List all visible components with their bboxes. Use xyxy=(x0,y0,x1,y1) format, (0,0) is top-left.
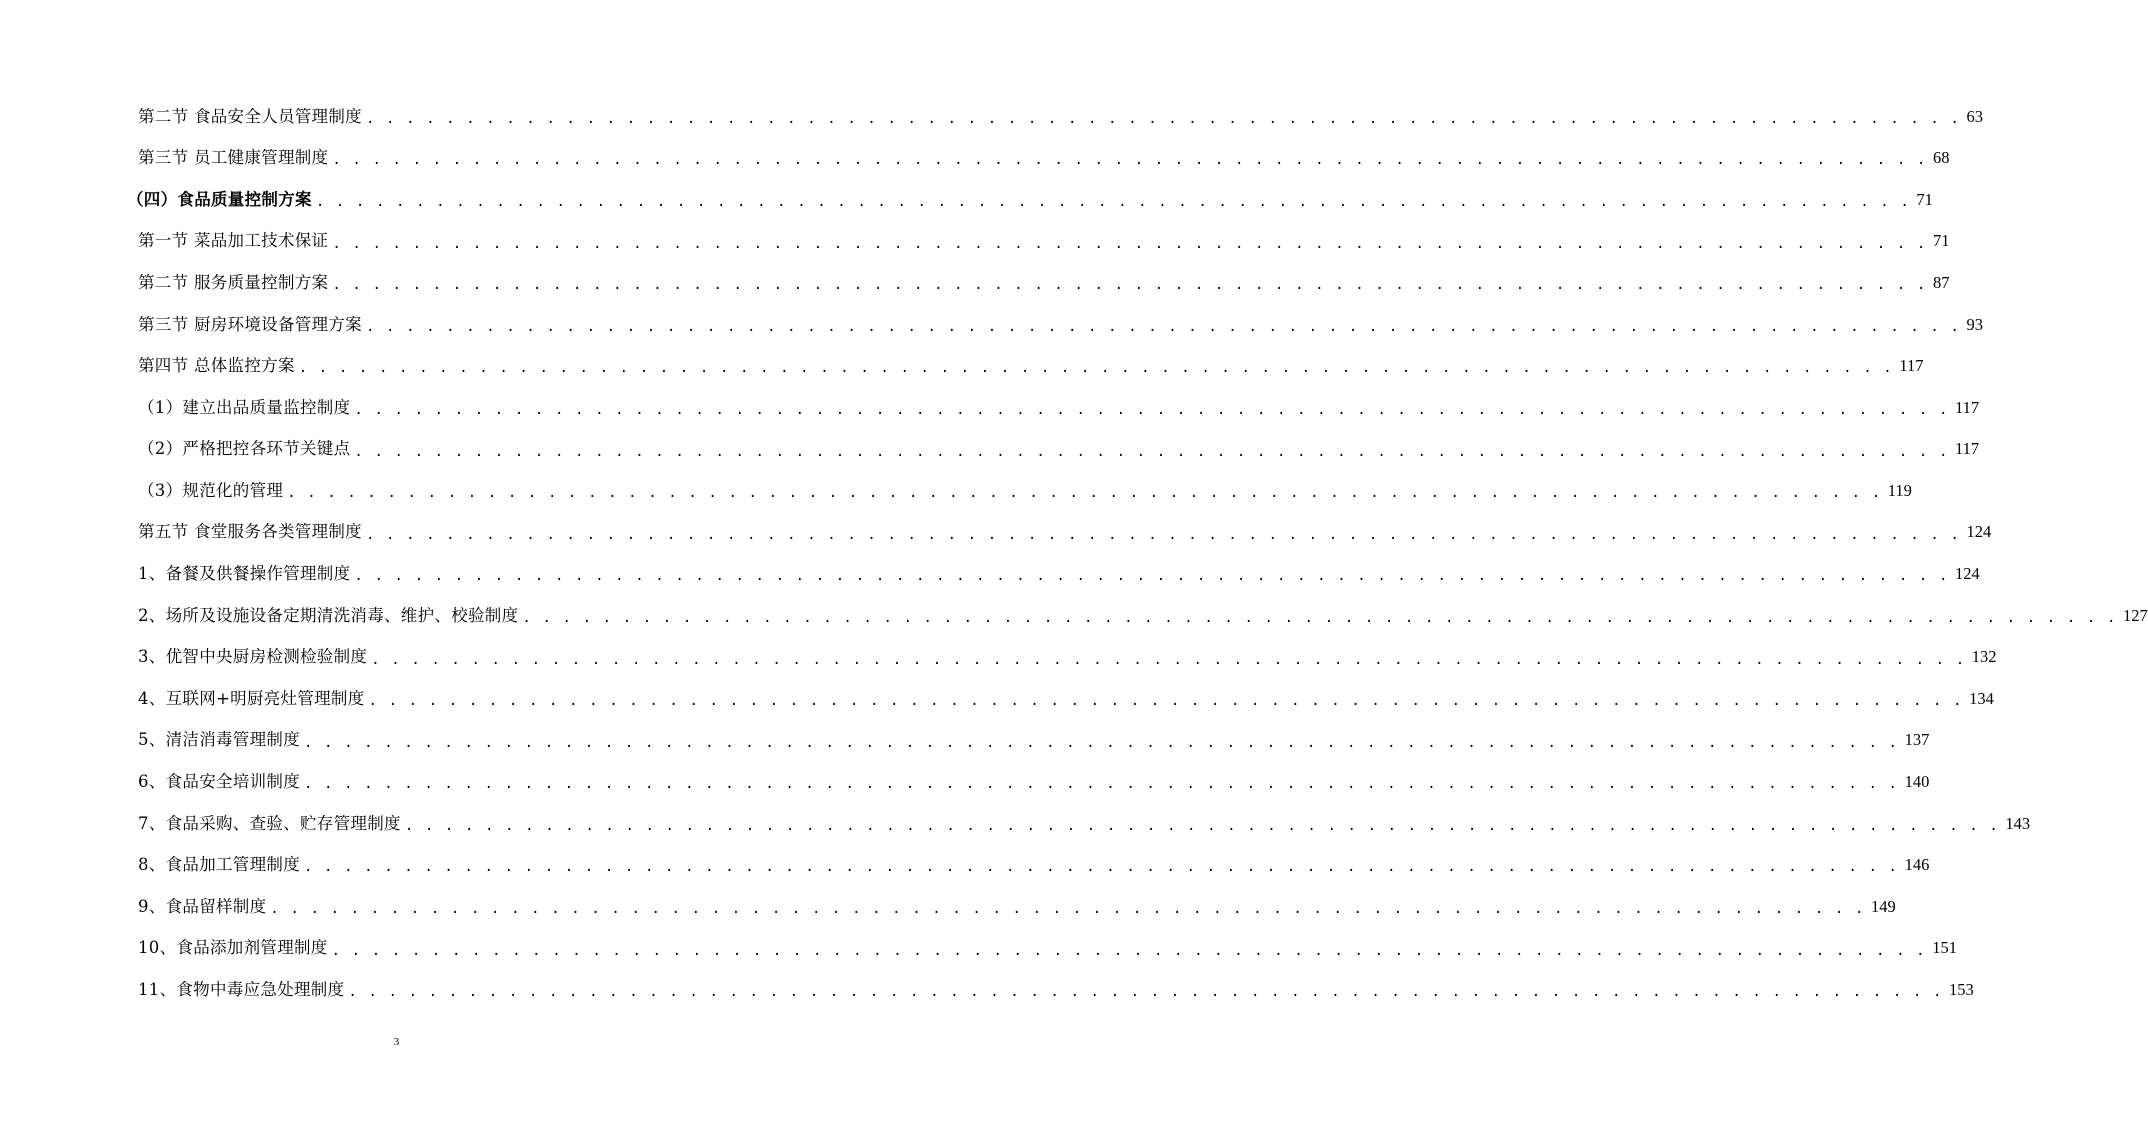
toc-dot-leader: . . . . . . . . . . . . . . . . . . . . . . . . . . . . . . . . . . . . . . . . . . . . . . . . . . . . . . . . . . . . . . . . . . . . . . . . . . . . . . . . xyxy=(270,901,1865,918)
toc-entry-title: （3）规范化的管理 xyxy=(138,480,284,500)
toc-entry[interactable] xyxy=(0,138,1950,180)
toc-dot-leader: . . . . . . . . . . . . . . . . . . . . . . . . . . . . . . . . . . . . . . . . . . . . . . . . . . . . . . . . . . . . . . . . . . . . . . . . . . . . . . . . xyxy=(332,277,1927,294)
toc-entry-title: 7、食品采购、查验、贮存管理制度 xyxy=(138,813,401,833)
toc-entry-page: 117 xyxy=(1954,439,1980,459)
toc-entry-title: 1、备餐及供餐操作管理制度 xyxy=(138,564,351,584)
toc-entry[interactable] xyxy=(0,554,1980,596)
toc-entry-page: 146 xyxy=(1904,855,1930,875)
toc-entry[interactable] xyxy=(0,304,1984,346)
toc-entry-title: 9、食品留样制度 xyxy=(138,896,267,916)
toc-entry[interactable] xyxy=(0,678,1994,720)
toc-entry-title: 3、优智中央厨房检测检验制度 xyxy=(138,647,368,667)
toc-dot-leader: . . . . . . . . . . . . . . . . . . . . . . . . . . . . . . . . . . . . . . . . . . . . . . . . . . . . . . . . . . . . . . . . . . . . . . . . . . . . . . . . xyxy=(354,401,1949,418)
toc-dot-leader: . . . . . . . . . . . . . . . . . . . . . . . . . . . . . . . . . . . . . . . . . . . . . . . . . . . . . . . . . . . . . . . . . . . . . . . . . . . . . . . . xyxy=(332,235,1927,252)
toc-entry[interactable] xyxy=(0,595,2148,637)
toc-dot-leader: . . . . . . . . . . . . . . . . . . . . . . . . . . . . . . . . . . . . . . . . . . . . . . . . . . . . . . . . . . . . . . . . . . . . . . . . . . . . . . . . xyxy=(365,526,1961,543)
toc-dot-leader: . . . . . . . . . . . . . . . . . . . . . . . . . . . . . . . . . . . . . . . . . . . . . . . . . . . . . . . . . . . . . . . . . . . . . . . . . . . . . . . . xyxy=(368,693,1964,710)
toc-dot-leader: . . . . . . . . . . . . . . . . . . . . . . . . . . . . . . . . . . . . . . . . . . . . . . . . . . . . . . . . . . . . . . . . . . . . . . . . . . . . . . . . xyxy=(522,609,2117,626)
toc-entry-page: 137 xyxy=(1904,730,1930,750)
toc-entry[interactable] xyxy=(0,845,1930,887)
toc-entry-title: （四）食品质量控制方案 xyxy=(127,189,312,209)
toc-dot-leader: . . . . . . . . . . . . . . . . . . . . . . . . . . . . . . . . . . . . . . . . . . . . . . . . . . . . . . . . . . . . . . . . . . . . . . . . . . . . . . . . xyxy=(348,984,1943,1001)
toc-entry[interactable] xyxy=(0,637,1997,679)
toc-dot-leader: . . . . . . . . . . . . . . . . . . . . . . . . . . . . . . . . . . . . . . . . . . . . . . . . . . . . . . . . . . . . . . . . . . . . . . . . . . . . . . . . xyxy=(298,360,1894,377)
toc-entry-title: 8、食品加工管理制度 xyxy=(138,855,300,875)
toc-entry-page: 119 xyxy=(1887,480,1912,500)
toc-entry-page: 132 xyxy=(1971,647,1997,667)
toc-entry-page: 71 xyxy=(1916,189,1933,209)
toc-entry-title: 10、食品添加剂管理制度 xyxy=(138,938,328,958)
toc-entry[interactable] xyxy=(0,886,1896,928)
toc-entry-page: 153 xyxy=(1948,980,1974,1000)
toc-dot-leader: . . . . . . . . . . . . . . . . . . . . . . . . . . . . . . . . . . . . . . . . . . . . . . . . . . . . . . . . . . . . . . . . . . . . . . . . . . . . . . . . xyxy=(332,152,1927,169)
toc-dot-leader: . . . . . . . . . . . . . . . . . . . . . . . . . . . . . . . . . . . . . . . . . . . . . . . . . . . . . . . . . . . . . . . . . . . . . . . . . . . . . . . . xyxy=(315,193,1911,210)
toc-entry-title: 2、场所及设施设备定期清洗消毒、维护、校验制度 xyxy=(138,605,519,625)
toc-entry-title: 4、互联网+明厨亮灶管理制度 xyxy=(138,688,365,708)
toc-entry[interactable] xyxy=(0,179,1933,221)
toc-entry-title: 6、食品安全培训制度 xyxy=(138,772,300,792)
toc-entry[interactable] xyxy=(0,262,1950,304)
toc-entry-page: 124 xyxy=(1966,522,1992,542)
toc-entry[interactable] xyxy=(0,96,1984,138)
toc-entry-title: 第二节 服务质量控制方案 xyxy=(138,272,329,292)
toc-entry-page: 87 xyxy=(1932,272,1950,292)
toc-entry-page: 117 xyxy=(1899,356,1924,376)
toc-dot-leader: . . . . . . . . . . . . . . . . . . . . . . . . . . . . . . . . . . . . . . . . . . . . . . . . . . . . . . . . . . . . . . . . . . . . . . . . . . . . . . . . xyxy=(354,568,1949,585)
page-number: 3 xyxy=(393,1036,400,1048)
toc-entry[interactable] xyxy=(0,387,1980,429)
toc-entry[interactable] xyxy=(0,969,1974,1011)
toc-entry-page: 63 xyxy=(1966,106,1984,126)
toc-dot-leader: . . . . . . . . . . . . . . . . . . . . . . . . . . . . . . . . . . . . . . . . . . . . . . . . . . . . . . . . . . . . . . . . . . . . . . . . . . . . . . . . xyxy=(331,942,1927,959)
toc-entry-page: 93 xyxy=(1966,314,1984,334)
toc-entry-page: 149 xyxy=(1870,896,1896,916)
toc-entry-title: 第一节 菜品加工技术保证 xyxy=(138,231,329,251)
toc-entry-title: 11、食物中毒应急处理制度 xyxy=(138,980,345,1000)
toc-entry-title: 第五节 食堂服务各类管理制度 xyxy=(138,522,362,542)
toc-dot-leader: . . . . . . . . . . . . . . . . . . . . . . . . . . . . . . . . . . . . . . . . . . . . . . . . . . . . . . . . . . . . . . . . . . . . . . . . . . . . . . . . xyxy=(304,734,1899,751)
table-of-contents xyxy=(0,96,2148,1011)
toc-dot-leader: . . . . . . . . . . . . . . . . . . . . . . . . . . . . . . . . . . . . . . . . . . . . . . . . . . . . . . . . . . . . . . . . . . . . . . . . . . . . . . . . xyxy=(304,776,1899,793)
toc-entry-title: 第四节 总体监控方案 xyxy=(138,356,295,376)
toc-entry[interactable] xyxy=(0,470,1912,512)
toc-entry[interactable] xyxy=(0,221,1950,263)
toc-entry-page: 127 xyxy=(2122,605,2148,625)
toc-entry[interactable] xyxy=(0,429,1980,471)
toc-dot-leader: . . . . . . . . . . . . . . . . . . . . . . . . . . . . . . . . . . . . . . . . . . . . . . . . . . . . . . . . . . . . . . . . . . . . . . . . . . . . . . . . xyxy=(304,859,1899,876)
toc-entry-title: 5、清洁消毒管理制度 xyxy=(138,730,300,750)
toc-dot-leader: . . . . . . . . . . . . . . . . . . . . . . . . . . . . . . . . . . . . . . . . . . . . . . . . . . . . . . . . . . . . . . . . . . . . . . . . . . . . . . . . xyxy=(404,817,2000,834)
toc-entry-page: 68 xyxy=(1932,148,1950,168)
toc-entry[interactable] xyxy=(0,762,1930,804)
toc-entry-title: 第三节 员工健康管理制度 xyxy=(138,148,329,168)
toc-entry-page: 140 xyxy=(1904,772,1930,792)
toc-entry-page: 117 xyxy=(1954,397,1980,417)
toc-entry[interactable] xyxy=(0,512,1992,554)
toc-entry-title: 第三节 厨房环境设备管理方案 xyxy=(138,314,362,334)
toc-entry[interactable] xyxy=(0,346,1924,388)
toc-entry-title: （1）建立出品质量监控制度 xyxy=(138,397,351,417)
toc-dot-leader: . . . . . . . . . . . . . . . . . . . . . . . . . . . . . . . . . . . . . . . . . . . . . . . . . . . . . . . . . . . . . . . . . . . . . . . . . . . . . . . . xyxy=(371,651,1966,668)
toc-entry[interactable] xyxy=(0,720,1930,762)
toc-dot-leader: . . . . . . . . . . . . . . . . . . . . . . . . . . . . . . . . . . . . . . . . . . . . . . . . . . . . . . . . . . . . . . . . . . . . . . . . . . . . . . . . xyxy=(365,318,1961,335)
toc-entry-page: 143 xyxy=(2005,813,2031,833)
toc-entry-title: （2）严格把控各环节关键点 xyxy=(138,439,351,459)
toc-entry[interactable] xyxy=(0,803,2031,845)
toc-entry-page: 71 xyxy=(1932,231,1950,251)
toc-dot-leader: . . . . . . . . . . . . . . . . . . . . . . . . . . . . . . . . . . . . . . . . . . . . . . . . . . . . . . . . . . . . . . . . . . . . . . . . . . . . . . . . xyxy=(287,485,1882,502)
toc-dot-leader: . . . . . . . . . . . . . . . . . . . . . . . . . . . . . . . . . . . . . . . . . . . . . . . . . . . . . . . . . . . . . . . . . . . . . . . . . . . . . . . . xyxy=(365,110,1961,127)
toc-entry-page: 151 xyxy=(1932,938,1957,958)
toc-entry-page: 134 xyxy=(1969,688,1994,708)
toc-entry[interactable] xyxy=(0,928,1957,970)
toc-entry-title: 第二节 食品安全人员管理制度 xyxy=(138,106,362,126)
toc-dot-leader: . . . . . . . . . . . . . . . . . . . . . . . . . . . . . . . . . . . . . . . . . . . . . . . . . . . . . . . . . . . . . . . . . . . . . . . . . . . . . . . . xyxy=(354,443,1949,460)
toc-entry-page: 124 xyxy=(1954,564,1980,584)
